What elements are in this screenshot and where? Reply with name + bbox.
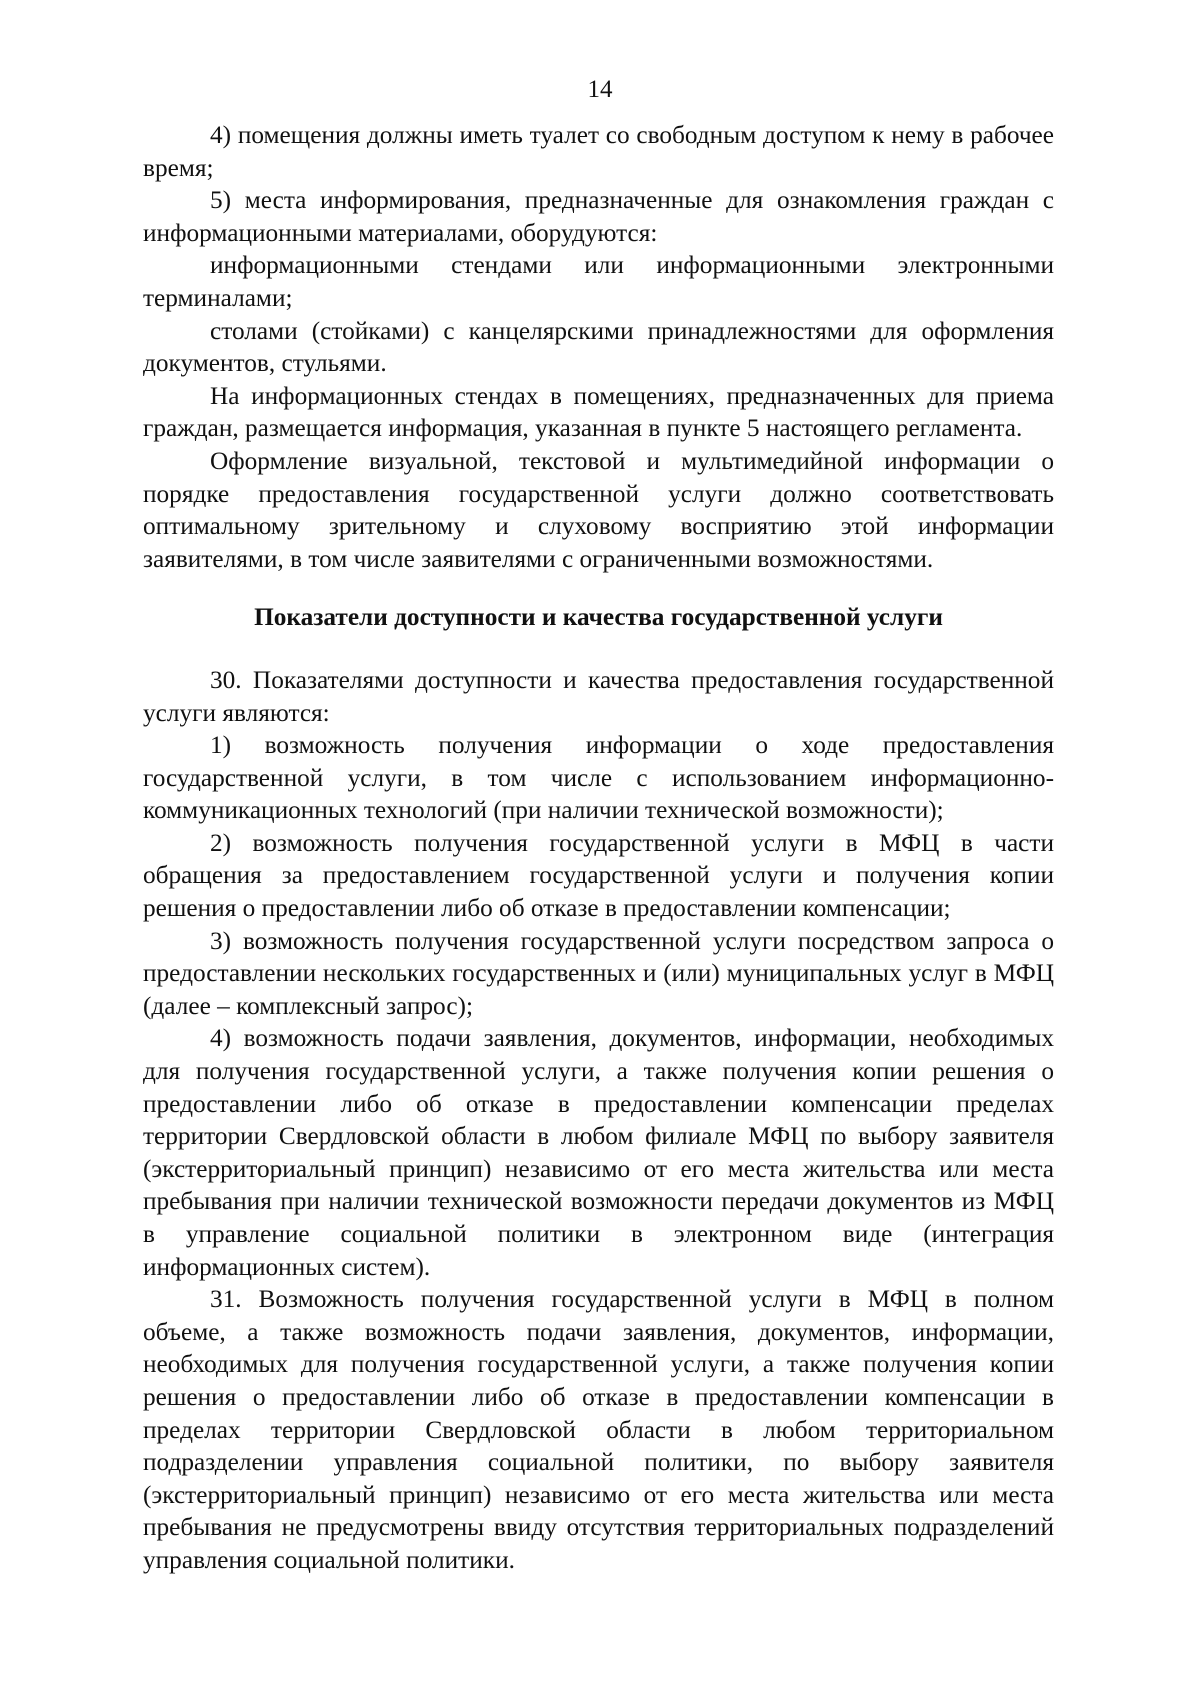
page-number: 14	[587, 76, 613, 103]
paragraph-info-stands: информационными стендами или информационными электронными терминалами;	[143, 251, 1054, 312]
paragraph-item-5-info-places: 5) места информирования, предназначенные для ознакомления граждан с информационными материалами, оборудуются:	[143, 186, 1054, 247]
paragraph-tables-chairs: столами (стойками) с канцелярскими принадлежностями для оформления документов, стульями.	[143, 316, 1054, 378]
document-body	[143, 119, 1054, 1577]
paragraph-31: 31. Возможность получения государственной услуги в МФЦ в полном объеме, а также возможность подачи заявления, документов, информации, необходимых для получения государственной услуги, а также получения копии решения о предоставлении либо об отказе в предоставлении компенсации в пределах территории Свердловской области в любом территориальном подразделении управления социальной политики, по выбору заявителя (экстерриториальный принцип) независимо от его места жительства или места пребывания не предусмотрены ввиду отсутствия территориальных подразделений управления социальной политики.	[143, 1285, 1054, 1574]
paragraph-30-item-1: 1) возможность получения информации о ходе предоставления государственной услуги, в том числе с использованием информационно-коммуникационных технологий (при наличии технической возможности);	[143, 731, 1054, 825]
paragraph-info-stands-content: На информационных стендах в помещениях, предназначенных для приема граждан, размещается информация, указанная в пункте 5 настоящего регламента.	[143, 381, 1054, 443]
paragraph-30-item-3: 3) возможность получения государственной услуги посредством запроса о предоставлении нескольких государственных и (или) муниципальных услуг в МФЦ (далее – комплексный запрос);	[143, 926, 1054, 1020]
paragraph-30: 30. Показателями доступности и качества предоставления государственной услуги являются:	[143, 665, 1054, 727]
paragraph-multimedia-info: Оформление визуальной, текстовой и мультимедийной информации о порядке предоставления государственной услуги должно соответствовать оптимальному зрительному и слуховому восприятию этой информации заявителями, в том числе заявителями с ограниченными возможностями.	[143, 446, 1054, 573]
paragraph-30-item-2: 2) возможность получения государственной услуги в МФЦ в части обращения за предоставлением государственной услуги и получения копии решения о предоставлении либо об отказе в предоставлении компенсации;	[143, 828, 1054, 923]
section-heading: Показатели доступности и качества государственной услуги	[254, 603, 943, 632]
paragraph-30-item-4: 4) возможность подачи заявления, документов, информации, необходимых для получения государственной услуги, а также получения копии решения о предоставлении либо об отказе в предоставлении компенсации пределах территории Свердловской области в любом филиале МФЦ по выбору заявителя (экстерриториальный принцип) независимо от его места жительства или места пребывания при наличии технической возможности передачи документов из МФЦ в управление социальной политики в электронном виде (интеграция информационных систем).	[143, 1024, 1054, 1281]
paragraph-item-4-toilet: 4) помещения должны иметь туалет со свободным доступом к нему в рабочее время;	[143, 121, 1054, 182]
